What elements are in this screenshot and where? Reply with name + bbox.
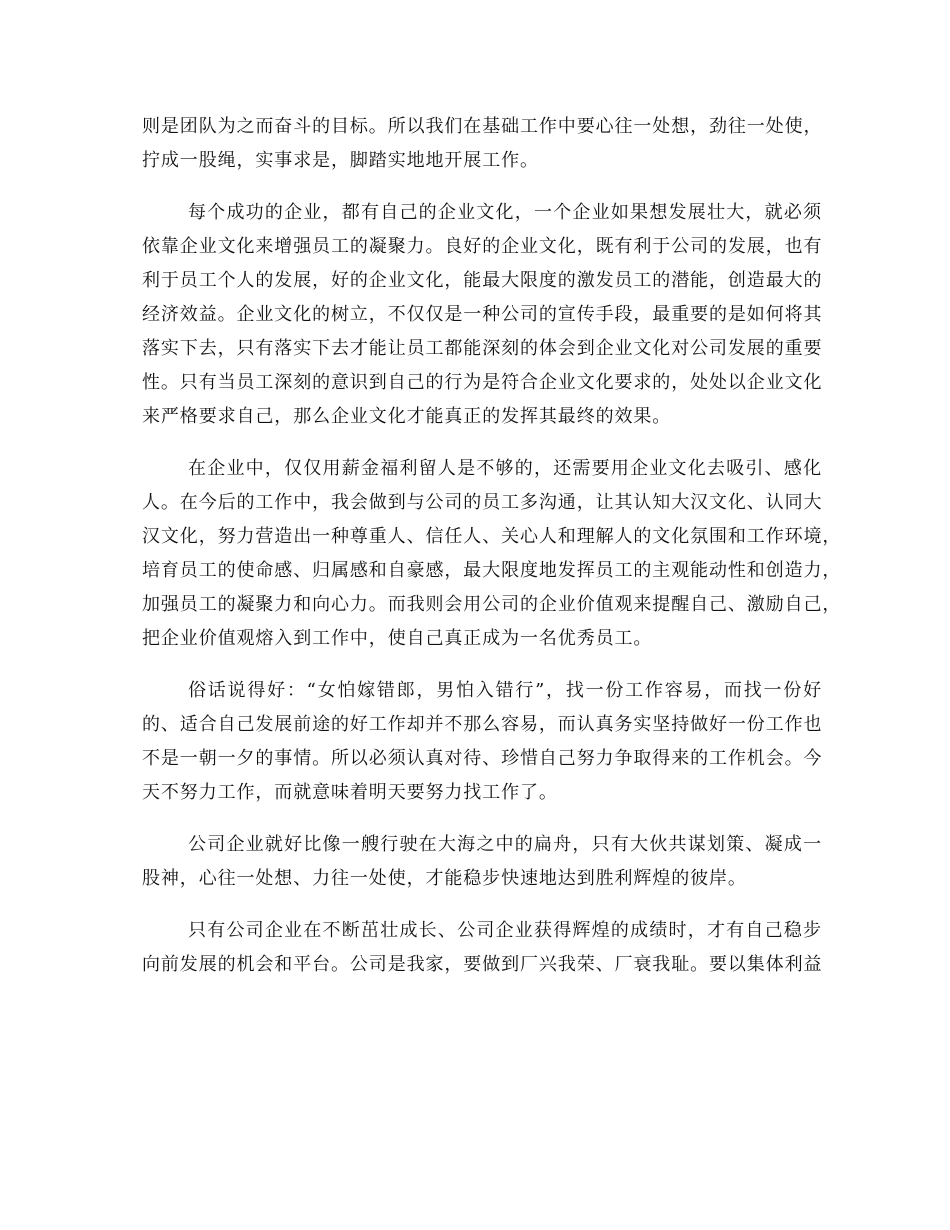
paragraph-gap (142, 178, 822, 196)
text-line: 向前发展的机会和平台。公司是我家，要做到厂兴我荣、厂衰我耻。要以集体利益 (142, 954, 823, 975)
text-line: 则是团队为之而奋斗的目标。所以我们在基础工作中要心往一处想，劲往一处使， (142, 116, 823, 137)
text-line: 天不努力工作，而就意味着明天要努力找工作了。 (142, 782, 558, 803)
text-line: 不是一朝一夕的事情。所以必须认真对待、珍惜自己努力争取得来的工作机会。今 (142, 748, 823, 769)
text-line: 公司企业就好比像一艘行驶在大海之中的扁舟，只有大伙共谋划策、凝成一 (188, 834, 822, 855)
document-body (142, 110, 842, 982)
text-line: 把企业价值观熔入到工作中，使自己真正成为一名优秀员工。 (142, 628, 653, 649)
text-line: 股神，心往一处想、力往一处使，才能稳步快速地达到胜利辉煌的彼岸。 (142, 868, 747, 889)
text-line: 性。只有当员工深刻的意识到自己的行为是符合企业文化要求的，处处以企业文化 (142, 372, 823, 393)
paragraph (142, 110, 822, 178)
text-line: 每个成功的企业，都有自己的企业文化，一个企业如果想发展壮大，就必须 (188, 202, 822, 223)
paragraph (142, 828, 822, 896)
paragraph (142, 196, 822, 434)
text-line: 来严格要求自己，那么企业文化才能真正的发挥其最终的效果。 (142, 406, 672, 427)
paragraph-gap (142, 810, 822, 828)
paragraph (142, 914, 822, 982)
text-line: 利于员工个人的发展，好的企业文化，能最大限度的激发员工的潜能，创造最大的 (142, 270, 823, 291)
text-line: 加强员工的凝聚力和向心力。而我则会用公司的企业价值观来提醒自己、激励自己， (142, 594, 842, 615)
text-line: 俗话说得好：“女怕嫁错郎，男怕入错行”，找一份工作容易，而找一份好 (188, 680, 822, 701)
text-line: 只有公司企业在不断茁壮成长、公司企业获得辉煌的成绩时，才有自己稳步 (188, 920, 822, 941)
text-line: 人。在今后的工作中，我会做到与公司的员工多沟通，让其认知大汉文化、认同大 (142, 492, 823, 513)
paragraph-gap (142, 656, 822, 674)
text-line: 落实下去，只有落实下去才能让员工都能深刻的体会到企业文化对公司发展的重要 (142, 338, 823, 359)
text-line: 的、适合自己发展前途的好工作却并不那么容易，而认真务实坚持做好一份工作也 (142, 714, 823, 735)
text-line: 汉文化，努力营造出一种尊重人、信任人、关心人和理解人的文化氛围和工作环境， (142, 526, 842, 547)
paragraph-gap (142, 896, 822, 914)
text-line: 拧成一股绳，实事求是，脚踏实地地开展工作。 (142, 150, 539, 171)
paragraph (142, 452, 842, 656)
text-line: 培育员工的使命感、归属感和自豪感，最大限度地发挥员工的主观能动性和创造力， (142, 560, 842, 581)
paragraph (142, 674, 822, 810)
text-line: 在企业中，仅仅用薪金福利留人是不够的，还需要用企业文化去吸引、感化 (188, 458, 822, 479)
text-line: 经济效益。企业文化的树立，不仅仅是一种公司的宣传手段，最重要的是如何将其 (142, 304, 823, 325)
text-line: 依靠企业文化来增强员工的凝聚力。良好的企业文化，既有利于公司的发展，也有 (142, 236, 823, 257)
paragraph-gap (142, 434, 822, 452)
